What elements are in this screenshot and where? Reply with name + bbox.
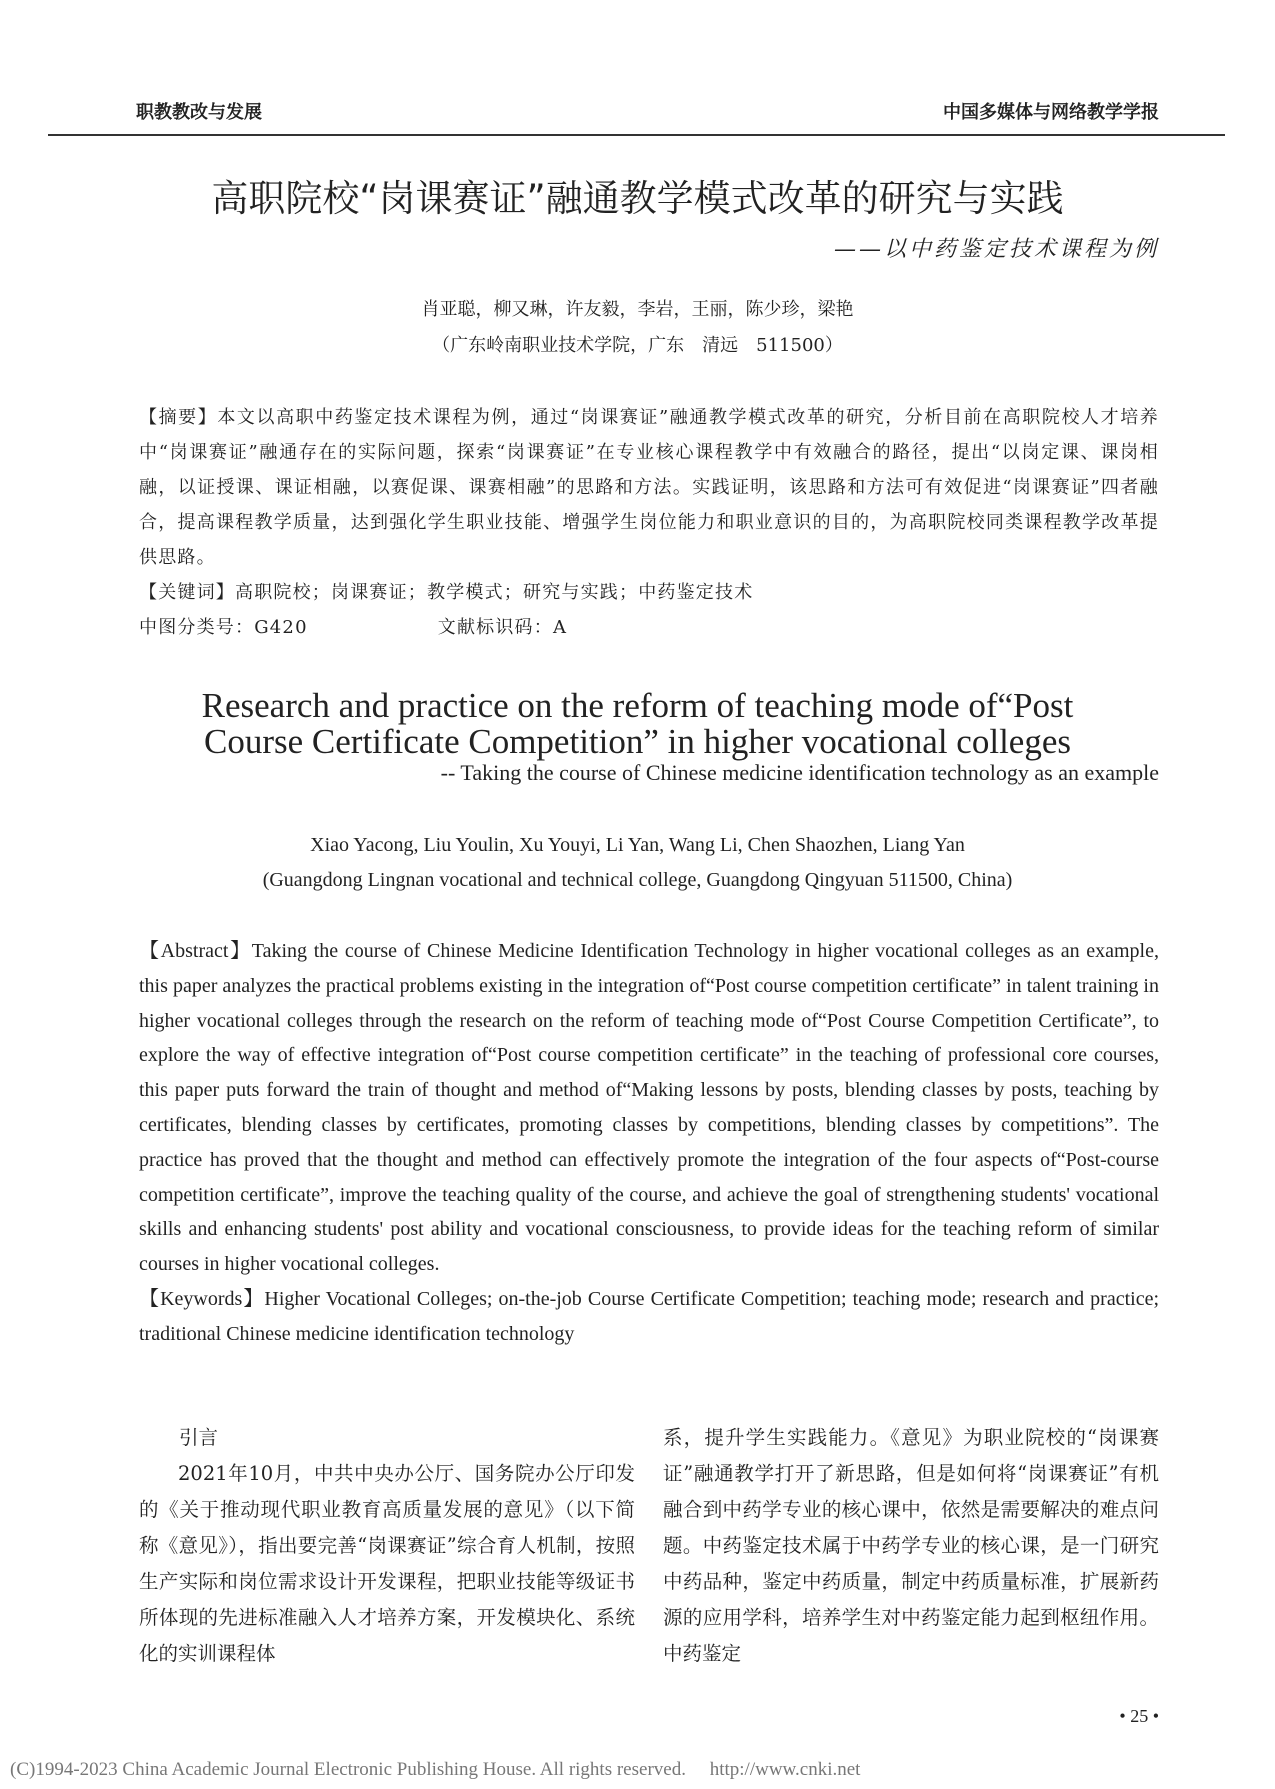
document-code: 文献标识码：A — [437, 617, 568, 638]
page-number: • 25 • — [1119, 1706, 1159, 1726]
copyright-footer: (C)1994-2023 China Academic Journal Electronic Publishing House. All rights reserved. http://www.cnki.net — [10, 1759, 861, 1780]
authors: 肖亚聪，柳又琳，许友毅，李岩，王丽，陈少珍，梁艳 — [421, 299, 854, 320]
body-text-left: 2021年10月，中共中央办公厅、国务院办公厅印发的《关于推动现代职业教育高质量发展的意见》（以下简称《意见》），指出要完善“岗课赛证”综合育人机制，按照生产实际和岗位需求设计开发课程，把职业技能等级证书所体现的先进标准融入人才培养方案，开发模块化、系统化的实训课程体 — [139, 1462, 635, 1665]
english-title — [0, 688, 1275, 760]
header-journal: 中国多媒体与网络教学学报 — [943, 102, 1159, 123]
paper-subtitle: ——以中药鉴定技术课程为例 — [833, 237, 1159, 262]
column-right — [663, 1420, 1159, 1672]
header-section: 职教教改与发展 — [136, 102, 262, 123]
english-title-line2: Course Certificate Competition” in higher vocational colleges — [204, 722, 1071, 761]
english-title-line1: Research and practice on the reform of teaching mode of“Post — [201, 686, 1074, 725]
authors-en: Xiao Yacong, Liu Youlin, Xu Youyi, Li Yan, Wang Li, Chen Shaozhen, Liang Yan — [310, 834, 965, 856]
keywords-cn: 【关键词】高职院校；岗课赛证；教学模式；研究与实践；中药鉴定技术 — [139, 582, 754, 603]
paper-title: 高职院校“岗课赛证”融通教学模式改革的研究与实践 — [211, 177, 1064, 220]
header-rule — [48, 134, 1225, 136]
abstract-en — [139, 934, 1159, 1352]
column-left — [139, 1420, 635, 1672]
english-subtitle: -- Taking the course of Chinese medicine identification technology as an example — [440, 760, 1159, 785]
abstract-cn-text: 【摘要】本文以高职中药鉴定技术课程为例，通过“岗课赛证”融通教学模式改革的研究，分析目前在高职院校人才培养中“岗课赛证”融通存在的实际问题，探索“岗课赛证”在专业核心课程教学中有效融合的路径，提出“以岗定课、课岗相融，以证授课、课证相融，以赛促课、课赛相融”的思路和方法。实践证明，该思路和方法可有效促进“岗课赛证”四者融合，提高课程教学质量，达到强化学生职业技能、增强学生岗位能力和职业意识的目的，为高职院校同类课程教学改革提供思路。 — [139, 407, 1159, 568]
body-text-right: 系，提升学生实践能力。《意见》为职业院校的“岗课赛证”融通教学打开了新思路，但是如何将“岗课赛证”有机融合到中药学专业的核心课中，依然是需要解决的难点问题。中药鉴定技术属于中药学专业的核心课，是一门研究中药品种，鉴定中药质量，制定中药质量标准，扩展新药源的应用学科，培养学生对中药鉴定能力起到枢纽作用。中药鉴定 — [663, 1426, 1159, 1665]
abstract-cn — [139, 400, 1159, 645]
clc-number: 中图分类号：G420 — [139, 617, 308, 638]
affiliation: （广东岭南职业技术学院，广东 清远 511500） — [432, 335, 843, 356]
affiliation-en: (Guangdong Lingnan vocational and technical college, Guangdong Qingyuan 511500, China) — [262, 869, 1013, 891]
abstract-en-text: 【Abstract】Taking the course of Chinese Medicine Identification Technology in higher vocational colleges as an example, this paper analyzes the practical problems existing in the integration of“Post course competition certificate” in talent training in higher vocational colleges through the research on the reform of teaching mode of“Post Course Competition Certificate”, to explore the way of effective integration of“Post course competition certificate” in the teaching of professional core courses, this paper puts forward the train of thought and method of“Making lessons by posts, blending classes by posts, teaching by certificates, blending classes by certificates, promoting classes by competitions, blending classes by competitions”. The practice has proved that the thought and method can effectively promote the integration of the four aspects of“Post-course competition certificate”, improve the teaching quality of the course, and achieve the goal of strengthening students' vocational skills and enhancing students' post ability and vocational consciousness, to provide ideas for the teaching reform of similar courses in higher vocational colleges. — [139, 940, 1159, 1276]
section-heading: 引言 — [179, 1426, 219, 1449]
classification — [139, 610, 1159, 645]
keywords-en: 【Keywords】Higher Vocational Colleges; on-the-job Course Certificate Competition; teaching mode; research and practice; traditional Chinese medicine identification technology — [139, 1287, 1159, 1345]
